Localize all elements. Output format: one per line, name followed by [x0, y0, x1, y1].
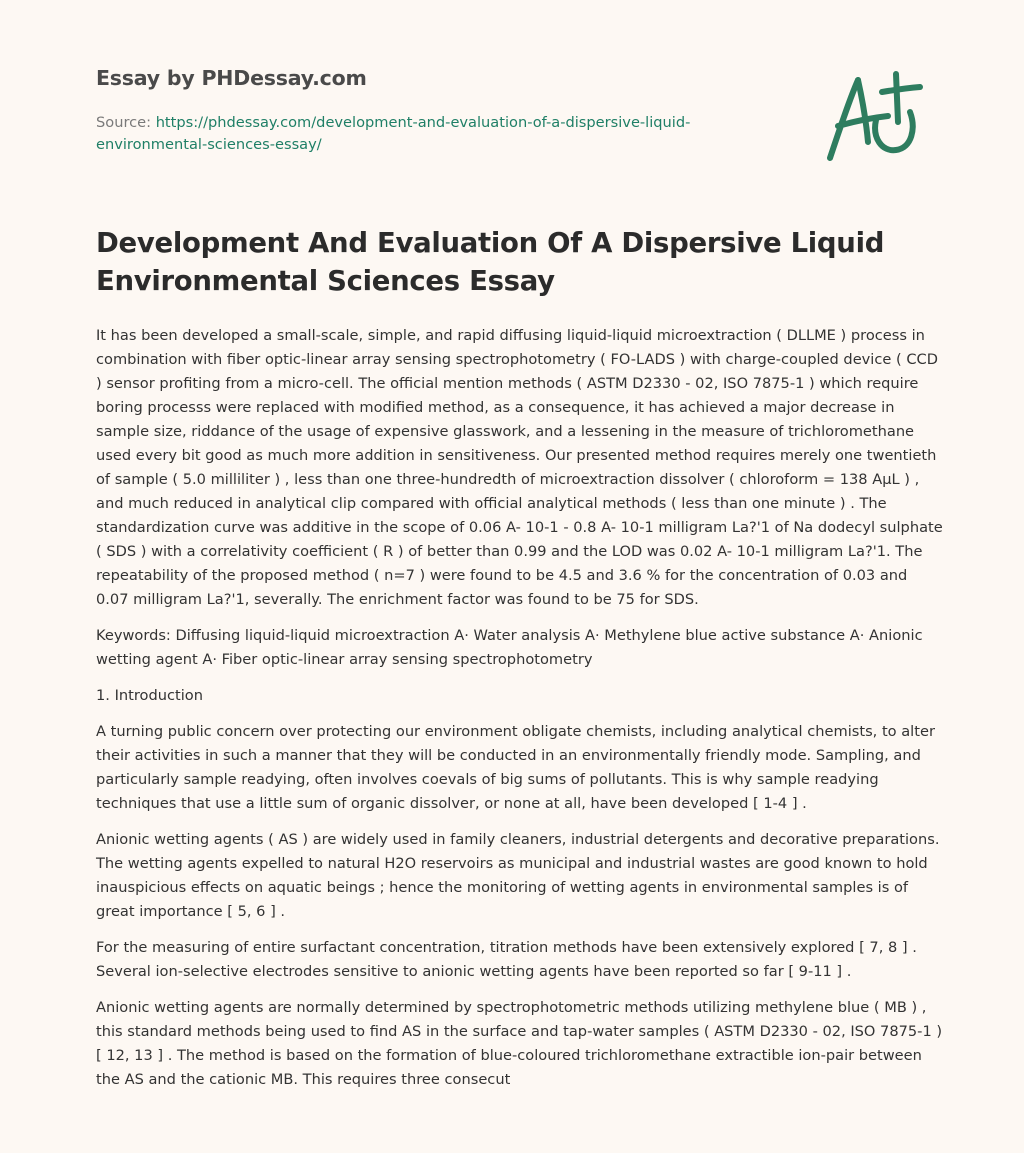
paragraph-introduction-2: Anionic wetting agents ( AS ) are widely used in family cleaners, industrial detergents and decorative preparations. The wetting agents expelled to natural H2O reservoirs as municipal and industrial wastes are good known to hold inauspicious effects on aquatic beings ; hence the monitoring of wetting agents in environmental samples is of great importance [ 5, 6 ] .	[96, 831, 940, 920]
a-plus-logo-icon	[818, 68, 928, 164]
essay-title: Development And Evaluation Of A Dispersive Liquid Environmental Sciences Essay	[96, 227, 885, 297]
source-label: Source:	[96, 114, 152, 131]
paragraph-introduction-4: Anionic wetting agents are normally determined by spectrophotometric methods utilizing methylene blue ( MB ) , this standard methods being used to find AS in the surface and tap-water samples ( ASTM D2330 - 02, ISO 7875-1 ) [ 12, 13 ] . The method is based on the formation of blue-coloured trichloromethane extractible ion-pair between the AS and the cationic MB. This requires three consecut	[96, 999, 943, 1088]
section-heading-introduction: 1. Introduction	[96, 687, 203, 704]
site-brand: Essay by PHDessay.com	[96, 66, 367, 90]
paragraph-introduction-3: For the measuring of entire surfactant concentration, titration methods have been extensively explored [ 7, 8 ] . Several ion-selective electrodes sensitive to anionic wetting agents have been reported so far [ 9-11 ] .	[96, 939, 917, 980]
essay-body	[96, 324, 944, 1104]
paragraph-abstract: It has been developed a small-scale, simple, and rapid diffusing liquid-liquid microextraction ( DLLME ) process in combination with fiber optic-linear array sensing spectrophotometry ( FO-LADS ) with charge-coupled device ( CCD ) sensor profiting from a micro-cell. The official mention methods ( ASTM D2330 - 02, ISO 7875-1 ) which require boring processs were replaced with modified method, as a consequence, it has achieved a major decrease in sample size, riddance of the usage of expensive glasswork, and a lessening in the measure of trichloromethane used every bit good as much more addition in sensitiveness. Our presented method requires merely one twentieth of sample ( 5.0 milliliter ) , less than one three-hundredth of microextraction dissolver ( chloroform = 138 AµL ) , and much reduced in analytical clip compared with official analytical methods ( less than one minute ) . The standardization curve was additive in the scope of 0.06 A- 10-1 - 0.8 A- 10-1 milligram La?'1 of Na dodecyl sulphate ( SDS ) with a correlativity coefficient ( R ) of better than 0.99 and the LOD was 0.02 A- 10-1 milligram La?'1. The repeatability of the proposed method ( n=7 ) were found to be 4.5 and 3.6 % for the concentration of 0.03 and 0.07 milligram La?'1, severally. The enrichment factor was found to be 75 for SDS.	[96, 327, 943, 608]
source-line	[96, 112, 736, 155]
paragraph-keywords: Keywords: Diffusing liquid-liquid microextraction A· Water analysis A· Methylene blue active substance A· Anionic wetting agent A· Fiber optic-linear array sensing spectrophotometry	[96, 627, 923, 668]
paragraph-introduction-1: A turning public concern over protecting our environment obligate chemists, including analytical chemists, to alter their activities in such a manner that they will be conducted in an environmentally friendly mode. Sampling, and particularly sample readying, often involves coevals of big sums of pollutants. This is why sample readying techniques that use a little sum of organic dissolver, or none at all, have been developed [ 1-4 ] .	[96, 723, 935, 812]
source-link[interactable]: https://phdessay.com/development-and-evaluation-of-a-dispersive-liquid-environmental-sciences-essay/	[96, 114, 691, 153]
a-plus-logo	[818, 68, 928, 164]
